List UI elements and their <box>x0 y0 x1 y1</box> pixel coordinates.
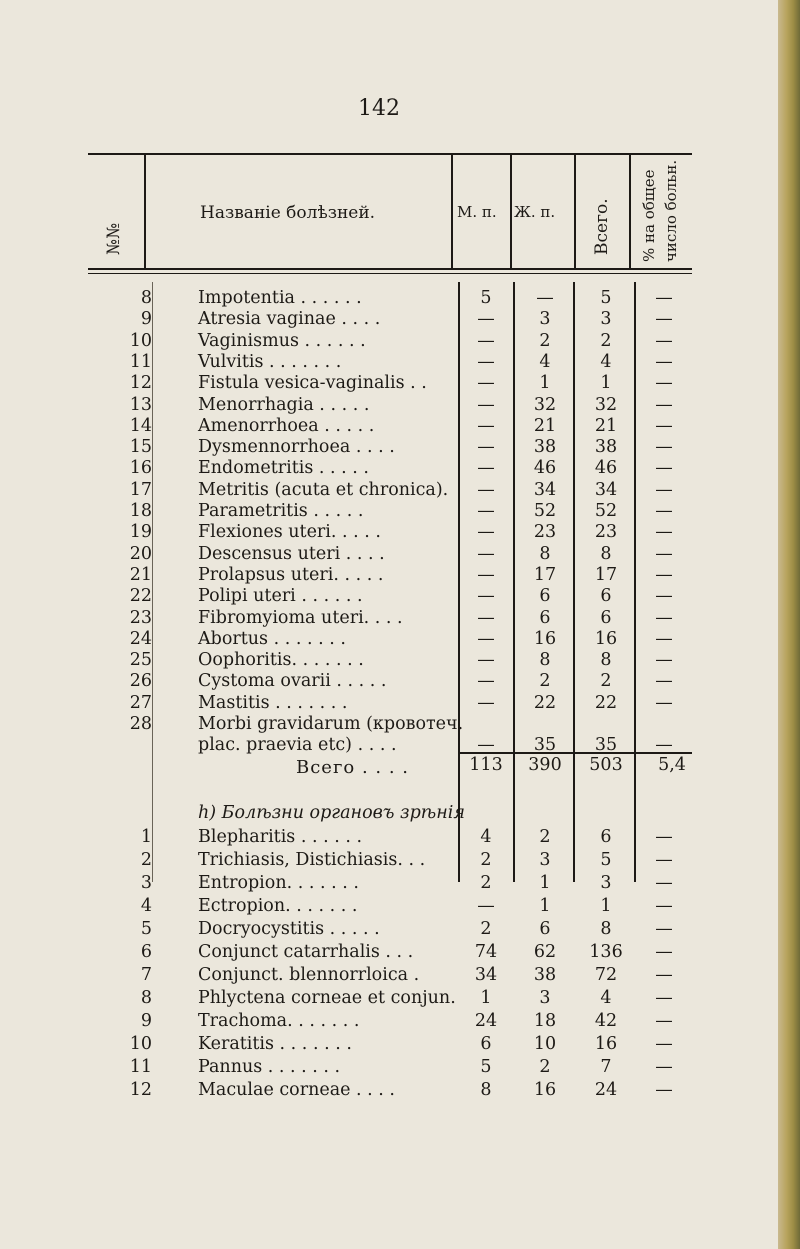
male-count: — <box>477 735 495 756</box>
row-number: 4 <box>140 896 152 916</box>
percent: — <box>655 330 673 351</box>
row-number: 8 <box>140 288 152 308</box>
male-count: — <box>477 458 495 479</box>
total-row <box>0 755 778 780</box>
total-count: 4 <box>600 351 612 372</box>
percent: — <box>655 650 673 671</box>
total-pct: 5,4 <box>658 755 686 775</box>
disease-name: Prolapsus uteri. . . . . <box>198 564 384 585</box>
female-count: 8 <box>539 543 551 564</box>
female-count: 3 <box>539 309 551 330</box>
row-number: 6 <box>140 942 152 962</box>
total-count: 34 <box>594 479 618 500</box>
header-bottom-rule-2 <box>88 273 692 274</box>
row-number: 13 <box>129 394 152 415</box>
female-count: 35 <box>533 735 557 756</box>
total-count: 6 <box>600 586 612 607</box>
table-row <box>0 942 778 967</box>
percent: — <box>655 692 673 713</box>
header-sep-4 <box>574 155 576 268</box>
row-number: 17 <box>129 479 152 500</box>
percent: — <box>655 373 673 394</box>
total-count: 42 <box>594 1011 618 1031</box>
female-count: 8 <box>539 650 551 671</box>
percent: — <box>655 479 673 500</box>
disease-name: Dysmennorrhoea . . . . <box>198 437 395 458</box>
total-count: 136 <box>589 942 623 962</box>
total-count: 6 <box>600 607 612 628</box>
total-count: 8 <box>600 543 612 564</box>
header-total: Всего. <box>592 198 612 255</box>
disease-name: Oophoritis. . . . . . . <box>198 650 364 671</box>
disease-name: Vulvitis . . . . . . . <box>198 351 342 372</box>
disease-name: Flexiones uteri. . . . . <box>198 522 381 543</box>
page-edge <box>778 0 800 1249</box>
male-count: — <box>477 607 495 628</box>
female-count: 6 <box>539 607 551 628</box>
table-row <box>0 1034 778 1059</box>
row-number: 2 <box>140 850 152 870</box>
table-row <box>0 873 778 898</box>
row-number: 14 <box>129 415 152 436</box>
percent: — <box>655 522 673 543</box>
percent: — <box>655 1011 673 1031</box>
percent: — <box>655 564 673 585</box>
disease-name: Abortus . . . . . . . <box>198 628 346 649</box>
header-pct-1: % на общее <box>640 169 658 262</box>
female-count: 18 <box>533 1011 557 1031</box>
female-count: 10 <box>533 1034 557 1054</box>
row-number: 20 <box>129 543 152 564</box>
percent: — <box>655 965 673 985</box>
female-count: 23 <box>533 522 557 543</box>
row-number: 24 <box>129 628 152 649</box>
header-top-rule <box>88 153 692 155</box>
row-number: 19 <box>129 522 152 543</box>
male-count: — <box>477 330 495 351</box>
header-male: М. п. <box>457 203 497 221</box>
row-number: 1 <box>140 827 152 847</box>
percent: — <box>655 415 673 436</box>
total-count: 35 <box>594 735 618 756</box>
female-count: 1 <box>539 373 551 394</box>
header-female: Ж. п. <box>514 203 556 221</box>
row-number: 5 <box>140 919 152 939</box>
male-count: 1 <box>480 988 492 1008</box>
row-number: 22 <box>129 586 152 607</box>
male-count: 4 <box>480 827 492 847</box>
percent: — <box>655 827 673 847</box>
male-count: — <box>477 564 495 585</box>
male-count: — <box>477 692 495 713</box>
female-count: 52 <box>533 501 557 521</box>
disease-name: Trachoma. . . . . . . <box>198 1011 360 1031</box>
female-count: 2 <box>539 1057 551 1077</box>
header-pct-2: число больн. <box>662 159 680 262</box>
percent: — <box>655 501 673 521</box>
female-count: 32 <box>533 394 557 415</box>
female-count: 38 <box>533 965 557 985</box>
table-row <box>0 965 778 990</box>
percent: — <box>655 607 673 628</box>
female-count: 16 <box>533 628 557 649</box>
percent: — <box>655 437 673 458</box>
row-number: 26 <box>129 671 152 692</box>
total-count: 8 <box>600 650 612 671</box>
female-count: 38 <box>533 437 557 458</box>
table-row <box>0 988 778 1013</box>
disease-name: Blepharitis . . . . . . <box>198 827 363 847</box>
female-count: 1 <box>539 873 551 893</box>
male-count: — <box>477 351 495 372</box>
row-number: 12 <box>129 1080 152 1100</box>
total-count: 32 <box>594 394 618 415</box>
disease-name: Parametritis . . . . . <box>198 501 364 521</box>
disease-name: Ectropion. . . . . . . <box>198 896 358 916</box>
total-count: 52 <box>594 501 618 521</box>
percent: — <box>655 1080 673 1100</box>
total-count: 6 <box>600 827 612 847</box>
total-count: 1 <box>600 896 612 916</box>
male-count: — <box>477 394 495 415</box>
male-count: 2 <box>480 850 492 870</box>
percent: — <box>655 671 673 692</box>
row-number: 15 <box>129 437 152 458</box>
table-row <box>0 827 778 852</box>
total-count: 17 <box>594 564 618 585</box>
male-count: 74 <box>474 942 498 962</box>
disease-name: Pannus . . . . . . . <box>198 1057 341 1077</box>
table-row <box>0 850 778 875</box>
female-count: 62 <box>533 942 557 962</box>
total-count: 2 <box>600 671 612 692</box>
row-number: 28 <box>129 714 152 734</box>
female-count: 3 <box>539 850 551 870</box>
male-count: — <box>477 415 495 436</box>
row-number: 16 <box>129 458 152 479</box>
disease-name: Entropion. . . . . . . <box>198 873 359 893</box>
male-count: 34 <box>474 965 498 985</box>
percent: — <box>655 628 673 649</box>
disease-name: Cystoma ovarii . . . . . <box>198 671 387 692</box>
header-name: Названіе болѣзней. <box>200 203 376 223</box>
header-sep-3 <box>510 155 512 268</box>
male-count: 5 <box>480 288 492 308</box>
table-row <box>0 1011 778 1036</box>
header-sep-2 <box>451 155 453 268</box>
total-count: 4 <box>600 988 612 1008</box>
male-count: — <box>477 671 495 692</box>
header-bottom-rule <box>88 268 692 270</box>
disease-name: Fibromyioma uteri. . . . <box>198 607 403 628</box>
total-count: 38 <box>594 437 618 458</box>
female-count: 21 <box>533 415 557 436</box>
total-count: 3 <box>600 873 612 893</box>
disease-name: Fistula vesica-vaginalis . . <box>198 373 427 394</box>
row-number: 7 <box>140 965 152 985</box>
section2-title: h) Болѣзни органовъ зрѣнія <box>198 803 465 823</box>
percent: — <box>655 850 673 870</box>
total-all: 503 <box>589 755 623 775</box>
disease-name: Impotentia . . . . . . <box>198 288 362 308</box>
female-count: 6 <box>539 586 551 607</box>
total-count: 8 <box>600 919 612 939</box>
percent: — <box>655 1034 673 1054</box>
row-number: 23 <box>129 607 152 628</box>
male-count: — <box>477 650 495 671</box>
female-count: 22 <box>533 692 557 713</box>
section2-title-row <box>0 803 778 828</box>
header-sep-5 <box>629 155 631 268</box>
disease-name: Descensus uteri . . . . <box>198 543 385 564</box>
percent: — <box>655 896 673 916</box>
page-number: 142 <box>358 96 400 121</box>
row-number: 9 <box>140 309 152 330</box>
percent: — <box>655 919 673 939</box>
female-count: 1 <box>539 896 551 916</box>
female-count: 34 <box>533 479 557 500</box>
female-count: 2 <box>539 330 551 351</box>
total-count: 23 <box>594 522 618 543</box>
row-number: 11 <box>129 1057 152 1077</box>
total-count: 22 <box>594 692 618 713</box>
male-count: — <box>477 309 495 330</box>
total-count: 46 <box>594 458 618 479</box>
total-count: 21 <box>594 415 618 436</box>
disease-name: Keratitis . . . . . . . <box>198 1034 352 1054</box>
disease-name: Metritis (acuta et chronica). <box>198 479 449 500</box>
total-label: Всего . . . . <box>296 757 410 778</box>
header-num: №№ <box>104 222 124 255</box>
total-count: 16 <box>594 1034 618 1054</box>
row-number: 3 <box>140 873 152 893</box>
total-female: 390 <box>528 755 562 775</box>
female-count: 6 <box>539 919 551 939</box>
percent: — <box>655 873 673 893</box>
male-count: — <box>477 479 495 500</box>
percent: — <box>655 351 673 372</box>
percent: — <box>655 988 673 1008</box>
male-count: 24 <box>474 1011 498 1031</box>
row-number: 8 <box>140 988 152 1008</box>
male-count: 6 <box>480 1034 492 1054</box>
male-count: 2 <box>480 919 492 939</box>
table-row <box>0 896 778 921</box>
disease-name: Trichiasis, Distichiasis. . . <box>198 850 426 870</box>
disease-name: Mastitis . . . . . . . <box>198 692 348 713</box>
percent: — <box>655 458 673 479</box>
row-number: 11 <box>129 351 152 372</box>
header-sep-1 <box>144 155 146 268</box>
male-count: — <box>477 373 495 394</box>
female-count: 2 <box>539 827 551 847</box>
disease-name: plac. praevia etc) . . . . <box>198 735 397 756</box>
row-number: 10 <box>129 330 152 351</box>
disease-name: Docryocystitis . . . . . <box>198 919 380 939</box>
table-row <box>0 1057 778 1082</box>
female-count: 2 <box>539 671 551 692</box>
percent: — <box>655 1057 673 1077</box>
male-count: — <box>477 522 495 543</box>
disease-name: Polipi uteri . . . . . . <box>198 586 363 607</box>
female-count: 17 <box>533 564 557 585</box>
total-count: 3 <box>600 309 612 330</box>
male-count: — <box>477 543 495 564</box>
total-count: 24 <box>594 1080 618 1100</box>
table-row <box>0 1080 778 1105</box>
percent: — <box>655 394 673 415</box>
male-count: 2 <box>480 873 492 893</box>
female-count: 4 <box>539 351 551 372</box>
male-count: 8 <box>480 1080 492 1100</box>
percent: — <box>655 942 673 962</box>
disease-name: Conjunct catarrhalis . . . <box>198 942 414 962</box>
table-row <box>0 919 778 944</box>
female-count: 46 <box>533 458 557 479</box>
female-count: 3 <box>539 988 551 1008</box>
percent: — <box>655 288 673 308</box>
percent: — <box>655 586 673 607</box>
male-count: — <box>477 586 495 607</box>
total-count: 5 <box>600 850 612 870</box>
male-count: — <box>477 628 495 649</box>
male-count: 5 <box>480 1057 492 1077</box>
total-count: 1 <box>600 373 612 394</box>
percent: — <box>655 309 673 330</box>
total-count: 5 <box>600 288 612 308</box>
male-count: — <box>477 437 495 458</box>
total-male: 113 <box>469 755 503 775</box>
disease-name: Maculae corneae . . . . <box>198 1080 395 1100</box>
disease-name: Phlyctena corneae et conjun. <box>198 988 456 1008</box>
disease-name: Endometritis . . . . . <box>198 458 369 479</box>
disease-name: Conjunct. blennorrloica . <box>198 965 420 985</box>
total-count: 7 <box>600 1057 612 1077</box>
disease-name: Morbi gravidarum (кровотеч. <box>198 714 464 734</box>
percent: — <box>655 543 673 564</box>
disease-name: Vaginismus . . . . . . <box>198 330 366 351</box>
female-count: — <box>536 288 554 308</box>
row-number: 10 <box>129 1034 152 1054</box>
male-count: — <box>477 501 495 521</box>
male-count: — <box>477 896 495 916</box>
disease-name: Menorrhagia . . . . . <box>198 394 370 415</box>
row-number: 27 <box>129 692 152 713</box>
female-count: 16 <box>533 1080 557 1100</box>
total-count: 2 <box>600 330 612 351</box>
row-number: 18 <box>129 501 152 521</box>
total-count: 72 <box>594 965 618 985</box>
row-number: 12 <box>129 373 152 394</box>
row-number: 9 <box>140 1011 152 1031</box>
total-count: 16 <box>594 628 618 649</box>
row-number: 25 <box>129 650 152 671</box>
percent: — <box>655 735 673 756</box>
disease-name: Amenorrhoea . . . . . <box>198 415 375 436</box>
disease-name: Atresia vaginae . . . . <box>198 309 381 330</box>
row-number: 21 <box>129 564 152 585</box>
